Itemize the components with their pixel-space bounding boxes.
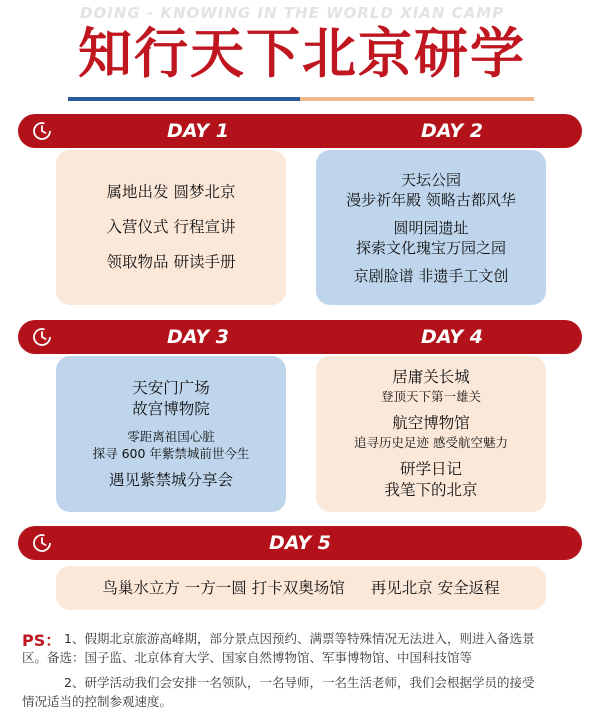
day-1-line-3: 领取物品 研读手册 xyxy=(106,253,236,271)
header xyxy=(0,0,600,110)
day-2-line-4: 探索文化瑰宝万园之园 xyxy=(355,238,506,257)
day-4-label: DAY 4 xyxy=(421,326,483,348)
day-bar-3-4 xyxy=(18,320,582,354)
day-2-line-1: 天坛公园 xyxy=(400,170,461,189)
day-5-line-1: 鸟巢水立方 一方一圆 打卡双奥场馆 xyxy=(102,578,345,597)
day-4-line-1: 居庸关长城 xyxy=(392,368,470,386)
day-5-card xyxy=(56,566,546,610)
clock-icon xyxy=(32,327,52,347)
page-title: 知行天下北京研学 xyxy=(78,22,526,85)
day-3-line-3: 零距离祖国心脏 xyxy=(127,428,215,444)
day-1-line-2: 入营仪式 行程宣讲 xyxy=(106,218,236,236)
ps-note-2-line-1: 2、研学活动我们会安排一名领队，一名导师，一名生活老师，我们会根据学员的接受 xyxy=(64,675,535,690)
day-3-label: DAY 3 xyxy=(167,326,229,348)
day-4-line-5: 研学日记 xyxy=(399,460,462,478)
ps-note-2-line-2: 情况适当的控制参观速度。 xyxy=(22,694,173,709)
title-underline-blue xyxy=(68,97,300,101)
header-watermark: DOING - KNOWING IN THE WORLD XIAN CAMP xyxy=(80,4,505,22)
day-bar-5 xyxy=(18,526,582,560)
day-3-line-1: 天安门广场 xyxy=(132,378,210,397)
ps-label: PS： xyxy=(22,631,62,650)
day-4-line-6: 我笔下的北京 xyxy=(384,481,478,499)
clock-icon xyxy=(32,533,52,553)
ps-note-1-line-1: 1、假期北京旅游高峰期，部分景点因预约、满票等特殊情况无法进入，则进入备选景 xyxy=(64,631,535,646)
clock-icon xyxy=(32,121,52,141)
day-4-line-2: 登顶天下第一雄关 xyxy=(380,389,481,404)
day-bar-1-2 xyxy=(18,114,582,148)
day-2-line-3: 圆明园遗址 xyxy=(393,218,469,237)
day-4-card xyxy=(316,356,546,512)
day-1-card xyxy=(56,150,286,305)
day-3-line-4: 探寻 600 年紫禁城前世今生 xyxy=(92,445,250,461)
day-1-line-1: 属地出发 圆梦北京 xyxy=(106,183,236,201)
day-2-label: DAY 2 xyxy=(421,120,483,142)
day-1-label: DAY 1 xyxy=(167,120,229,142)
day-2-card xyxy=(316,150,546,305)
day-2-line-2: 漫步祈年殿 领略古都风华 xyxy=(346,190,516,209)
title-underline-peach xyxy=(300,97,534,101)
day-4-line-3: 航空博物馆 xyxy=(392,414,470,432)
day-5-line-2: 再见北京 安全返程 xyxy=(370,578,500,597)
day-3-card xyxy=(56,356,286,512)
day-5-label: DAY 5 xyxy=(269,532,331,554)
day-2-line-5: 京剧脸谱 非遗手工文创 xyxy=(353,266,509,285)
ps-note-1-line-2: 区。备选：国子监、北京体育大学、国家自然博物馆、军事博物馆、中国科技馆等 xyxy=(22,650,473,665)
day-3-line-5: 遇见紫禁城分享会 xyxy=(108,470,233,489)
day-4-line-4: 追寻历史足迹 感受航空魅力 xyxy=(354,435,508,450)
day-3-line-2: 故宫博物院 xyxy=(132,399,210,418)
